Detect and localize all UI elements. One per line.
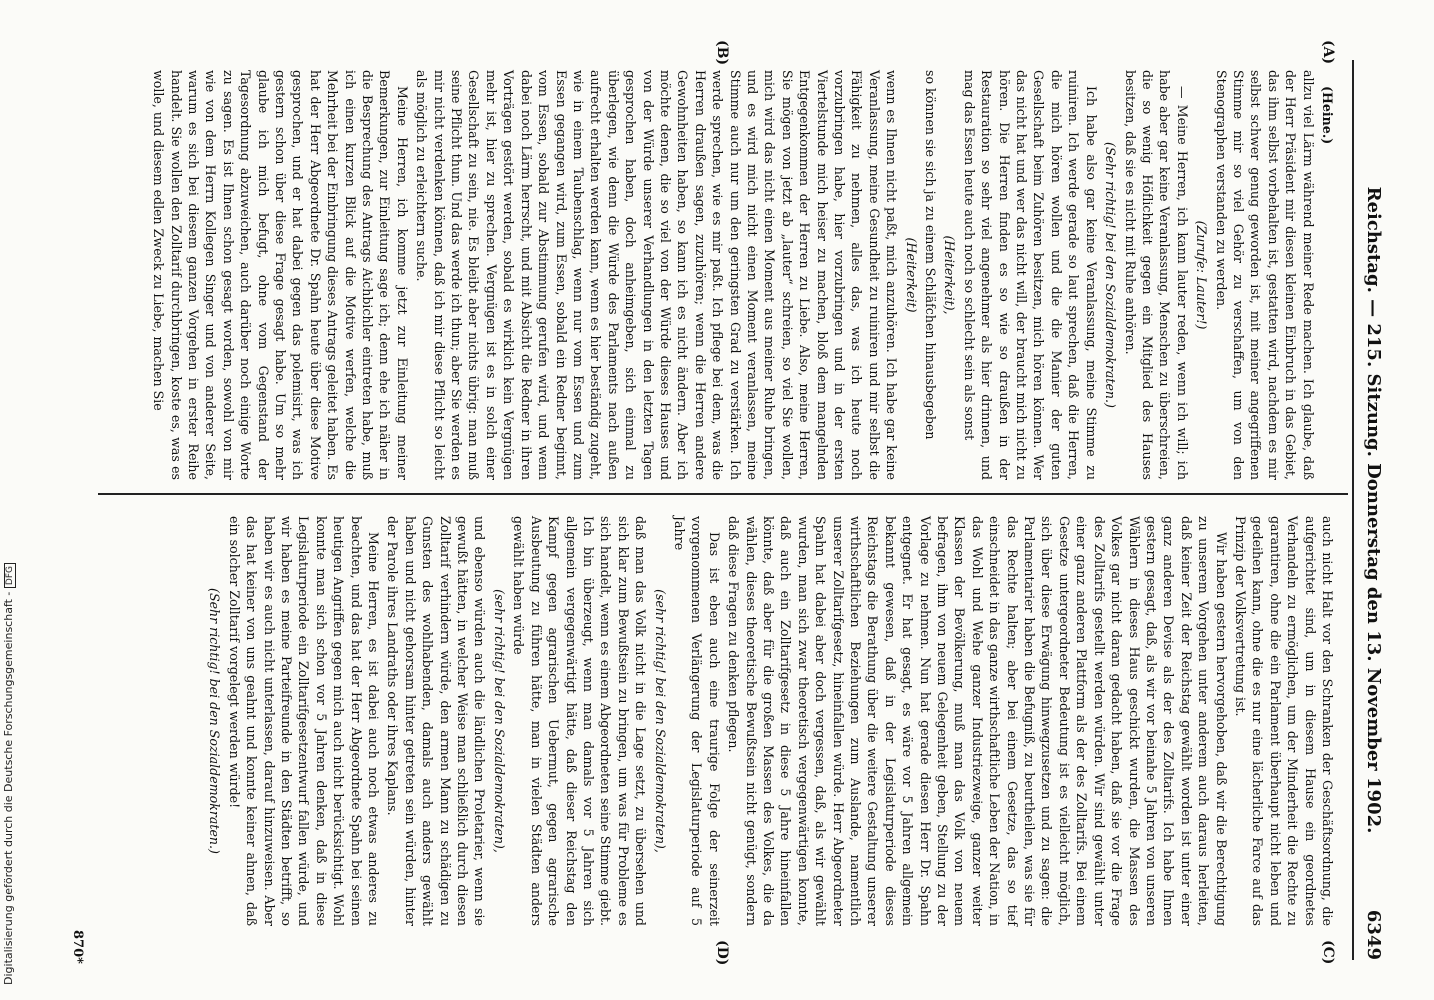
- paragraph: Meine Herren, es ist dabei auch noch etwas anderes zu beachten, und das hat der Herr Abgeordnete Spahn bei seinen heutigen Angriffen gegen mich auch nicht berücksichtigt. Wohl konnte man sich schon vor 5 Jahren denken, daß in diese Legislaturperiode ein Zolltarifgesetzentwurf fallen würde, und wir haben es meine Parteifreunde in den Städten betrifft, so haben wir es auch nicht unterlassen, darauf hinzuweisen. Aber das hat keiner von uns geahnt und konnte keiner ahnen, daß ein solcher Zolltarif vorgelegt werden würde!: [226, 516, 382, 926]
- paragraph: Wir haben gestern hervorgehoben, daß wir die Berechtigung zu unserem Vorgehen unter anderem auch daraus herleiten, daß keiner Zeit der Reichstag gewählt worden ist unter einer ganz anderen Devise als der des Zolltarifs. Ich habe Ihnen gestern gesagt, daß, als wir vor beinahe 5 Jahren von unseren Wählern in dieses Haus geschickt wurden, die Massen des Volkes gar nicht daran gedacht haben, daß sie vor die Frage des Zolltarifs gestellt werden würden. Wir sind gewählt unter einer ganz anderen Plattform als der des Zolltarifs. Bei einem Gesetze untergeordneter Bedeutung ist es vielleicht möglich, sich über diese Erwägung hinwegzusetzen und zu sagen: die Parlamentarier haben die Befugniß, zu beurtheilen, was sie für das Rechte halten; aber bei einem Gesetze, das so tief einschneidet in das ganze wirthschaftliche Leben der Nation, in das Wohl und Wehe ganzer Industriezweige, ganzer weiter Klassen der Bevölkerung, muß man das Volk von neuem befragen, ihm von neuem Gelegenheit geben, Stellung zu der Vorlage zu nehmen. Nun hat gerade diesen Herr Dr. Spahn entgegnet. Er hat gesagt, es wäre vor 5 Jahren allgemein bekannt gewesen, daß in der Legislaturperiode dieses Reichstags die Berathung über die weitere Gestaltung unserer wirthschaftlichen Beziehungen zum Auslande, namentlich unserer Zolltarifgesetz, hineinfallen würde. Herr Abgeordneter Spahn hat dabei aber doch vergessen, daß, als wir gewählt wurden, man sich zwar theoretisch vergegenwärtigen konnte, daß auch ein Zolltarifgesetz in diese 5 Jahre hineinfallen könnte, daß aber für die großen Massen des Volkes, die da wählen, dieses theoretische Bewußtsein nicht genügt, sondern daß diese Fragen zu denken pflegen.: [726, 516, 1229, 926]
- paragraph: auch nicht Halt vor den Schranken der Geschäftsordnung, die aufgerichtet sind, um in diesem Hause ein geordnetes Verhandeln zu ermöglichen, um der Minderheit die Rechte zu garantiren, ohne die ein Parlament überhaupt nicht leben und gedeihen kann, ohne die es nur eine lächerliche Farce auf das Prinzip der Volksvertretung ist.: [1232, 516, 1335, 926]
- margin-letter-d: (D): [714, 940, 730, 966]
- paragraph: allzu viel Lärm während meiner Rede machen. Ich glaube, daß der Herr Präsident mir diesen kleinen Einbruch in das Gebiet, das ihm selbst vorbehalten ist, gestatten wird, nachdem es mir selbst schwer genug geworden ist, mit meiner angegriffenen Stimme mir so viel Gehör zu verschaffen, um von den Stenographen verstanden zu werden.: [1213, 70, 1316, 480]
- interjection: (sehr richtig! bei den Sozialdemokraten),: [491, 589, 507, 853]
- dfg-logo: DFG: [4, 563, 16, 588]
- page-number: 6349: [1363, 909, 1384, 960]
- paragraph: Ich habe also gar keine Veranlassung, meine Stimme zu ruiniren. Ich werde gerade so laut sprechen, daß die Herren, die mich hören wollen und die die Manier der guten Gesellschaft beim Zuhören besitzen, mich hören können. Wer das nicht hat und wer das nicht will, der braucht mich nicht zu hören. Die Herren finden es so wie so draußen in der Restauration so sehr viel angenehmer als hier drinnen, und mag das Essen heute auch noch so schlecht sein als sonst: [961, 70, 1099, 480]
- paragraph: so können sie sich ja zu einem Schläfchen hinausbegeben: [923, 70, 939, 440]
- page-content-rotated: [40, 10, 1420, 1000]
- signature-mark: 870*: [70, 930, 85, 964]
- running-header: [1352, 60, 1390, 960]
- paragraph: Das ist eben auch eine traurige Folge der seinerzeit vorgenommenen Verlängerung der Legislaturperiode auf 5 Jahre: [671, 516, 722, 926]
- header-title: Reichstag. — 215. Sitzung. Donnerstag den 13. November 1902.: [1363, 186, 1384, 834]
- right-column: [96, 516, 1336, 926]
- interjection: (Sehr richtig! bei den Sozialdemokraten.): [1103, 142, 1119, 408]
- left-column: [96, 70, 1336, 480]
- paragraph: Meine Herren, ich komme jetzt zur Einleitung meiner Bemerkungen, zur Einleitung sage ich; denn ehe ich näher in die Besprechung des Antrags Aichbichler eintreten habe, muß ich einen kurzen Blick auf die Motive werfen, welche die Mehrheit bei der Einbringung dieses Antrags geleitet haben. Es hat der Herr Abgeordnete Dr. Spahn heute über diese Motive gesprochen, und er hat dabei gegen das polemisirt, was ich gestern schon über diese Frage gesagt habe. Um so mehr glaube ich mich befugt, ohne vom Gegenstand der Tagesordnung abzuweichen, auch darüber noch einige Worte zu sagen. Es ist Ihnen schon gesagt worden, sowohl von mir wie von dem Herrn Kollegen Singer und von anderer Seite, warum es sich bei diesem ganzen Vorgehen in erster Reihe handelt. Sie wollen den Zolltarif durchbringen, koste es, was es wolle, und diesem edlen Zweck zu Liebe, machen Sie: [151, 70, 410, 480]
- margin-letter-c: (C): [1320, 940, 1336, 965]
- paragraph: und ebenso würden auch die ländlichen Proletarier, wenn sie gewußt hätten, in welcher Weise man schließlich durch diesen Zolltarif verhindern würde, den armen Mann zu schädigen zu Gunsten des wohlhabenden, damals auch anders gewählt haben und nicht gehorsam hinter getreten sein würden, hinter der Parole ihres Landraths oder ihres Kaplans.: [385, 516, 488, 926]
- digitization-credit: [2, 559, 16, 985]
- speaker-label: (Heine.): [1320, 86, 1335, 145]
- interjection: (Zurufe: Lauter!): [1194, 220, 1210, 330]
- credit-text: Digitalisierung gefördert durch die Deutsche Forschungsgemeinschaft -: [2, 591, 15, 985]
- interjection: (sehr richtig! bei den Sozialdemokraten),: [652, 589, 668, 853]
- margin-letter-b: (B): [714, 40, 730, 66]
- page-content: [40, 10, 1420, 1000]
- interjection: (Heiterkeit): [903, 237, 919, 313]
- interjection: (Sehr richtig! bei den Sozialdemokraten.): [207, 588, 223, 854]
- paragraph: wenn es Ihnen nicht paßt, mich anzuhören. Ich habe gar keine Veranlassung, meine Gesundheit zu ruiniren und mir selbst die Fähigkeit zu nehmen, alles das, was ich heute noch vorzubringen habe, hier vorzubringen und in der ersten Viertelstunde mich heiser zu machen, bloß dem mangelnden Entgegenkommen der Herren zu Liebe. Also, meine Herren, Sie mögen von jetzt ab „lauter“ schreien, so viel Sie wollen, mich wird das nicht einen Moment aus meiner Ruhe bringen, und es wird mich nicht einen Moment veranlassen, meine Stimme auch nur um den geringsten Grad zu verstärken. Ich werde sprechen, wie es mir paßt. Ich pflege bei dem, was die Herren draußen sagen, zuzuhören; wenn die Herren andere Gewohnheiten haben, so kann ich es nicht ändern. Aber ich möchte denen, die so viel von der Würde dieses Hauses und von der Würde unserer Verhandlungen in den letzten Tagen gesprochen haben, doch anheimgeben, sich einmal zu überlegen, wie denn die Würde des Parlaments nach außen aufrecht erhalten werden kann, wenn es hier beständig zugeht, wie in einem Taubenschlag, wenn nur vom Essen und zum Essen gegangen wird, zum Essen, sobald ein Redner beginnt, vom Essen, sobald zur Abstimmung gerufen wird, und wenn dabei noch Lärm herrscht, und mit Absicht die Redner in ihren Vorträgen gestört werden, sobald es wirklich kein Vergnügen mehr ist, hier zu sprechen. Vergnügen ist es in solch einer Gesellschaft zu sein, nie. Es bleibt aber nichts übrig: man muß seine Pflicht thun. Und das werde ich thun; aber Sie werden es mir nicht verdenken können, daß ich mir diese Pflicht so leicht als möglich zu erleichtern suche.: [414, 70, 900, 480]
- column-divider: [98, 493, 1348, 495]
- paragraph: — Meine Herren, ich kann lauter reden, wenn ich will; ich habe aber gar keine Veranlassung, Menschen zu überschreien, die so wenig Höflichkeit gegen ein Mitglied des Hauses besitzen, daß sie es nicht mit Ruhe anhören.: [1122, 70, 1190, 480]
- interjection: (Heiterkeit),: [942, 235, 958, 315]
- paragraph: daß man das Volk nicht in die Lage setzt, zu übersehen und sich klar zum Bewußtsein zu bringen, um was für Probleme es sich handelt, wenn es einem Abgeordneten seine Stimme giebt. Ich bin überzeugt, wenn man damals vor 5 Jahren sich allgemein vergegenwärtigt hätte, daß dieser Reichstag den Kampf gegen agrarischen Uebermut, gegen agrarische Ausbeutung zu führen hätte, man in vielen Städten anders gewählt haben würde: [511, 516, 649, 926]
- margin-letter-a: (A): [1320, 40, 1336, 65]
